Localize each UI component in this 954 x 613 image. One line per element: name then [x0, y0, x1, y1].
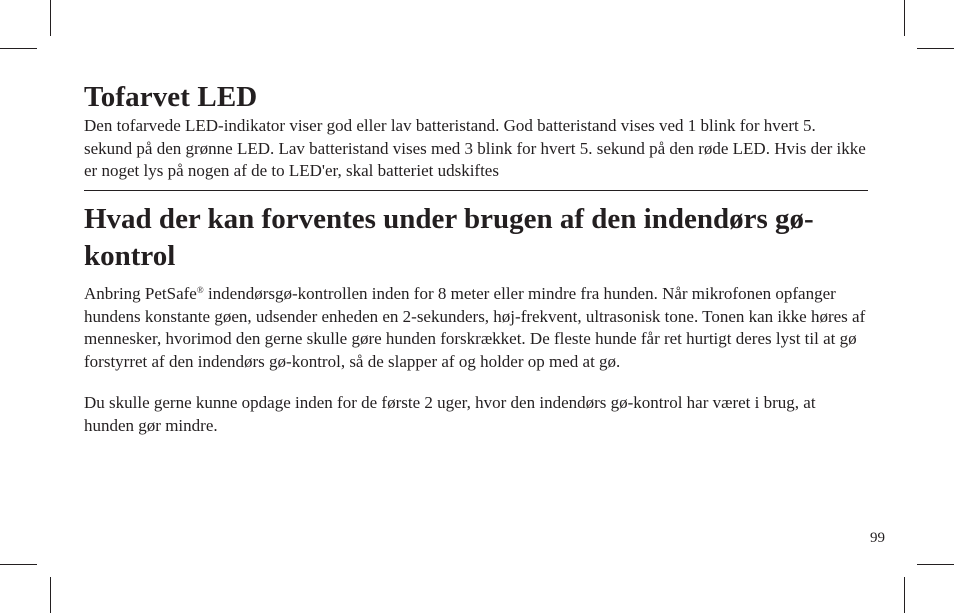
placement-paragraph — [84, 283, 868, 373]
crop-mark-top-left-vertical — [50, 0, 51, 36]
section-divider — [84, 190, 868, 192]
crop-mark-top-right-horizontal — [917, 48, 954, 49]
heading-tofarvet-led: Tofarvet LED — [84, 81, 258, 113]
crop-mark-bottom-right-vertical — [904, 577, 905, 613]
page-content — [84, 80, 868, 437]
heading-expectations: Hvad der kan forventes under brugen af den indendørs gø-kontrol — [84, 203, 814, 272]
registered-mark: ® — [196, 285, 204, 295]
crop-mark-bottom-left-vertical — [50, 577, 51, 613]
results-paragraph: Du skulle gerne kunne opdage inden for de første 2 uger, hvor den indendørs gø-kontrol har været i brug, at hunden gør mindre. — [84, 393, 816, 435]
page-number: 99 — [870, 530, 885, 546]
crop-mark-top-left-horizontal — [0, 48, 37, 49]
placement-text-start: Anbring PetSafe — [84, 284, 197, 303]
crop-mark-bottom-right-horizontal — [917, 564, 954, 565]
placement-text-rest: indendørsgø-kontrollen inden for 8 meter eller mindre fra hunden. Når mikrofonen opfanger hundens konstante gøen, udsender enheden en 2-sekunders, høj-frekvent, ultrasonisk tone. Tonen kan ikke høres af mennesker, hvorimod den gerne skulle gøre hunden forskrækket. De fleste hunde får ret hurtigt deres lyst til at gø forstyrret af den indendørs gø-kontrol, så de slapper af og holder op med at gø. — [84, 284, 866, 371]
crop-mark-top-right-vertical — [904, 0, 905, 36]
led-description-paragraph: Den tofarvede LED-indikator viser god eller lav batteristand. God batteristand vises ved 1 blink for hvert 5. sekund på den grønne LED. Lav batteristand vises med 3 blink for hvert 5. sekund på den røde LED. Hvis der ikke er noget lys på nogen af de to LED'er, skal batteriet udskiftes — [84, 116, 866, 180]
crop-mark-bottom-left-horizontal — [0, 564, 37, 565]
